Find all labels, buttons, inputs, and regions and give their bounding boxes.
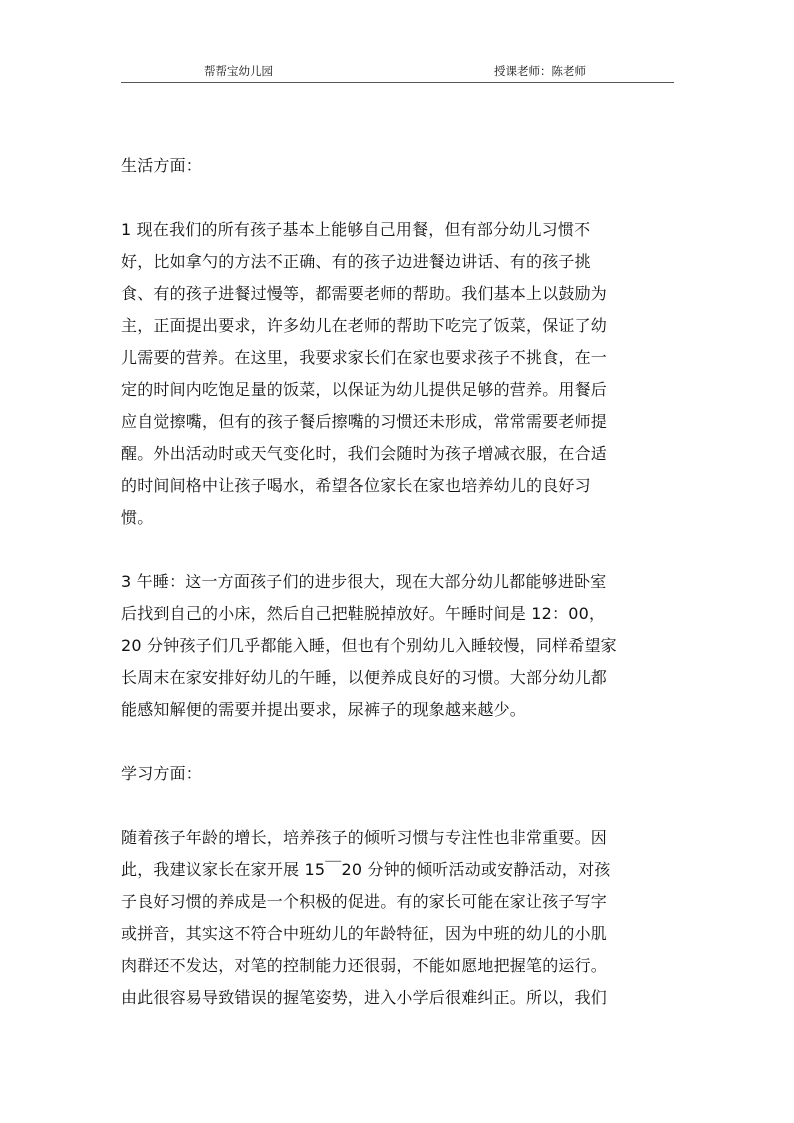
paragraph-nap [121, 566, 667, 726]
text-line: 食、有的孩子进餐过慢等，都需要老师的帮助。我们基本上以鼓励为 [121, 284, 608, 303]
text-line: 定的时间内吃饱足量的饭菜，以保证为幼儿提供足够的营养。用餐后 [121, 380, 608, 399]
text-line: 醒。外出活动时或天气变化时，我们会随时为孩子增减衣服，在合适 [121, 444, 608, 463]
text-line: 的时间间格中让孩子喝水，希望各位家长在家也培养幼儿的良好习 [121, 476, 591, 495]
text-line: 子良好习惯的养成是一个积极的促进。有的家长可能在家让孩子写字 [121, 892, 608, 911]
text-line: 儿需要的营养。在这里，我要求家长们在家也要求孩子不挑食，在一 [121, 348, 608, 367]
text-line: 惯。 [121, 508, 154, 527]
text-line: 3 午睡：这一方面孩子们的进步很大，现在大部分幼儿都能够进卧室 [121, 572, 607, 591]
text-line: 此，我建议家长在家开展 15￣20 分钟的倾听活动或安静活动，对孩 [121, 860, 611, 879]
text-line: 由此很容易导致错误的握笔姿势，进入小学后很难纠正。所以，我们 [121, 988, 608, 1007]
section-heading-study: 学习方面： [121, 764, 203, 783]
text-line: 长周末在家安排好幼儿的午睡，以便养成良好的习惯。大部分幼儿都 [121, 668, 608, 687]
text-line: 1 现在我们的所有孩子基本上能够自己用餐，但有部分幼儿习惯不 [121, 220, 591, 239]
page-header [121, 60, 674, 83]
paragraph-meals [121, 214, 667, 534]
text-line: 或拼音，其实这不符合中班幼儿的年龄特征，因为中班的幼儿的小肌 [121, 924, 608, 943]
text-line: 主，正面提出要求，许多幼儿在老师的帮助下吃完了饭菜，保证了幼 [121, 316, 608, 335]
document-body [121, 150, 667, 1046]
header-school-name: 帮帮宝幼儿园 [204, 64, 273, 78]
text-line: 随着孩子年龄的增长，培养孩子的倾听习惯与专注性也非常重要。因 [121, 828, 608, 847]
text-line: 20 分钟孩子们几乎都能入睡，但也有个别幼儿入睡较慢，同样希望家 [121, 636, 617, 655]
paragraph-listening [121, 822, 667, 1014]
section-heading-life: 生活方面： [121, 156, 203, 175]
header-teacher-name: 授课老师：陈老师 [494, 64, 586, 78]
text-line: 能感知解便的需要并提出要求，尿裤子的现象越来越少。 [121, 700, 527, 719]
text-line: 后找到自己的小床，然后自己把鞋脱掉放好。午睡时间是 12：00， [121, 604, 606, 623]
text-line: 肉群还不发达，对笔的控制能力还很弱，不能如愿地把握笔的运行。 [121, 956, 608, 975]
text-line: 应自觉擦嘴，但有的孩子餐后擦嘴的习惯还未形成，常常需要老师提 [121, 412, 608, 431]
text-line: 好，比如拿勺的方法不正确、有的孩子边进餐边讲话、有的孩子挑 [121, 252, 591, 271]
